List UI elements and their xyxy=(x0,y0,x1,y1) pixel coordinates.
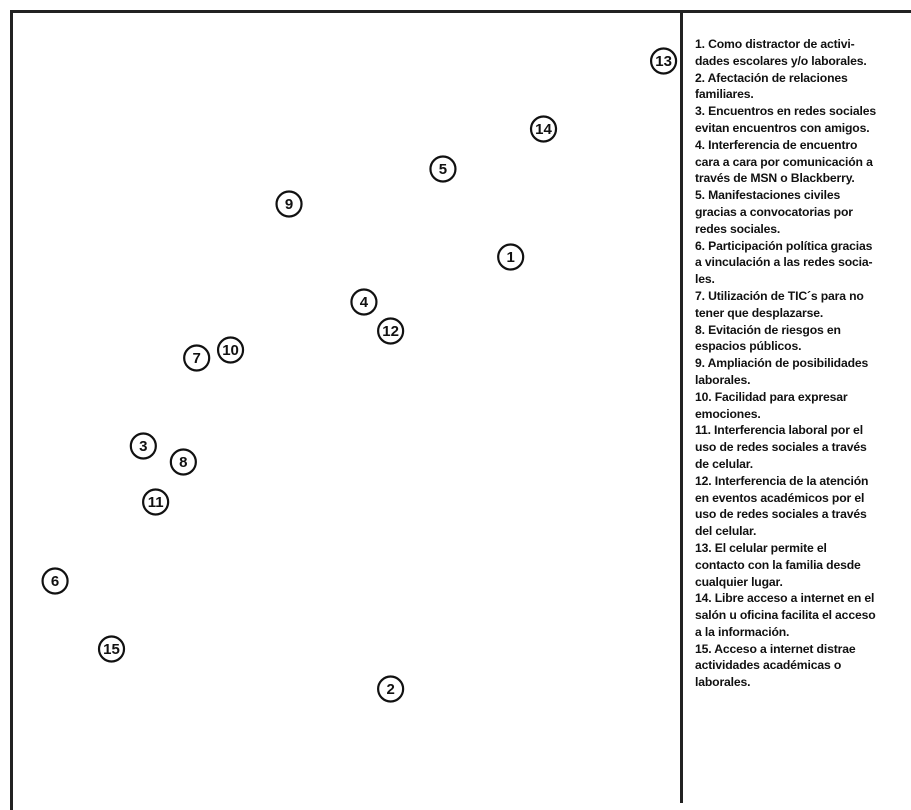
legend-line: a vinculación a las redes socia- xyxy=(695,255,873,270)
legend-line: laborales. xyxy=(695,372,751,387)
point-label: 7 xyxy=(192,350,201,368)
scatter-plot xyxy=(13,13,680,803)
legend-line: 7. Utilización de TIC´s para no xyxy=(695,288,864,303)
legend-line: 11. Interferencia laboral por el xyxy=(695,423,863,438)
scatter-point-4 xyxy=(351,290,376,315)
scatter-point-15 xyxy=(99,637,124,662)
legend-line: 1. Como distractor de activi- xyxy=(695,37,855,51)
legend-line: salón u oficina facilita el acceso xyxy=(695,608,876,623)
legend-line: 4. Interferencia de encuentro xyxy=(695,137,858,152)
scatter-point-13 xyxy=(651,49,676,74)
point-label: 15 xyxy=(103,641,120,659)
legend-line: dades escolares y/o laborales. xyxy=(695,53,867,68)
point-label: 5 xyxy=(438,161,448,179)
legend-line: a la información. xyxy=(695,624,790,639)
scatter-point-12 xyxy=(378,319,403,344)
legend-line: cara a cara por comunicación a xyxy=(695,154,873,169)
chart-frame xyxy=(10,10,911,810)
legend-line: 10. Facilidad para expresar xyxy=(695,389,848,404)
legend-line: actividades académicas o xyxy=(695,658,842,673)
legend-line: uso de redes sociales a través xyxy=(695,440,867,455)
point-label: 1 xyxy=(506,249,515,267)
legend-line: 14. Libre acceso a internet en el xyxy=(695,591,875,606)
scatter-point-10 xyxy=(218,338,243,363)
scatter-point-14 xyxy=(531,117,556,142)
scatter-point-11 xyxy=(143,490,168,515)
scatter-point-7 xyxy=(184,346,209,371)
scatter-point-8 xyxy=(171,450,196,475)
legend-line: 3. Encuentros en redes sociales xyxy=(695,104,876,119)
legend-divider xyxy=(680,13,683,803)
legend-line: espacios públicos. xyxy=(695,339,802,354)
scatter-point-6 xyxy=(43,569,68,594)
point-label: 10 xyxy=(222,342,239,360)
legend-line: gracias a convocatorias por xyxy=(695,204,853,219)
scatter-point-1 xyxy=(498,245,523,270)
legend-line: redes sociales. xyxy=(695,221,781,236)
point-label: 8 xyxy=(179,454,188,472)
point-label: 12 xyxy=(382,323,399,341)
legend-line: en eventos académicos por el xyxy=(695,490,865,505)
scatter-point-2 xyxy=(378,677,403,702)
point-label: 13 xyxy=(655,53,672,71)
point-label: 11 xyxy=(147,494,164,512)
legend-line: 9. Ampliación de posibilidades xyxy=(695,356,869,371)
legend-line: tener que desplazarse. xyxy=(695,305,824,320)
legend-line: 12. Interferencia de la atención xyxy=(695,473,869,488)
legend-line: familiares. xyxy=(695,87,754,102)
point-label: 9 xyxy=(284,196,294,214)
legend-line: 5. Manifestaciones civiles xyxy=(695,188,841,203)
legend-line: 13. El celular permite el xyxy=(695,540,827,555)
legend-line: emociones. xyxy=(695,406,761,421)
point-label: 14 xyxy=(535,121,552,139)
point-label: 4 xyxy=(359,294,369,312)
legend xyxy=(695,36,911,691)
legend-line: laborales. xyxy=(695,675,751,690)
legend-line: 2. Afectación de relaciones xyxy=(695,70,848,85)
legend-line: de celular. xyxy=(695,456,753,471)
legend-line: 6. Participación política gracias xyxy=(695,238,873,253)
legend-line: 8. Evitación de riesgos en xyxy=(695,322,841,337)
legend-line: uso de redes sociales a través xyxy=(695,507,867,522)
legend-line: contacto con la familia desde xyxy=(695,557,861,572)
scatter-point-9 xyxy=(277,192,302,217)
legend-line: evitan encuentros con amigos. xyxy=(695,120,870,135)
scatter-point-5 xyxy=(430,157,455,182)
legend-line: cualquier lugar. xyxy=(695,574,783,589)
point-label: 2 xyxy=(386,681,395,699)
legend-line: les. xyxy=(695,272,715,287)
point-label: 3 xyxy=(139,438,148,456)
legend-line: del celular. xyxy=(695,524,757,539)
scatter-point-3 xyxy=(131,434,156,459)
point-label: 6 xyxy=(50,573,60,591)
legend-line: 15. Acceso a internet distrae xyxy=(695,641,856,656)
legend-line: través de MSN o Blackberry. xyxy=(695,171,855,186)
